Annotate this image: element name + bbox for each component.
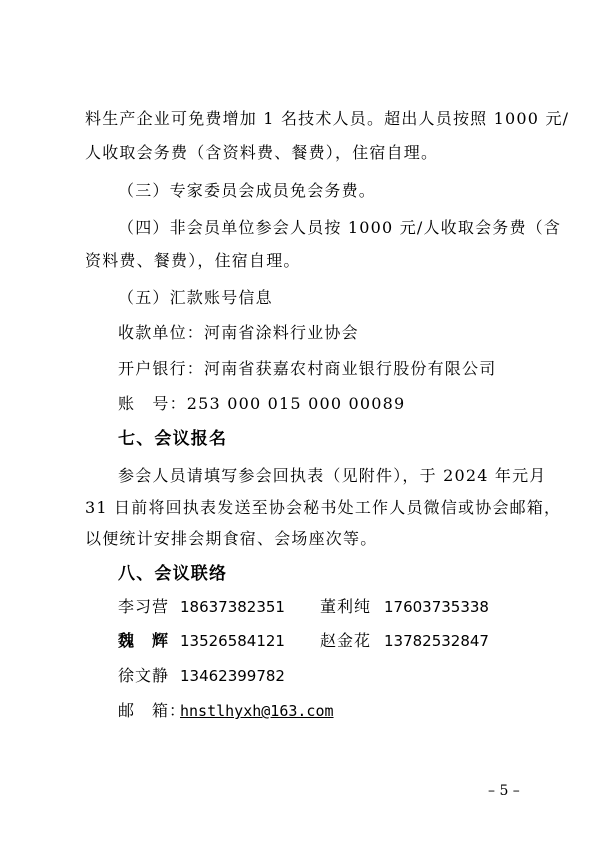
account-line: 账 号：253 000 015 000 00089 xyxy=(118,394,406,413)
bank-line: 开户银行：河南省获嘉农村商业银行股份有限公司 xyxy=(118,359,497,378)
paragraph-line: 以便统计安排会期食宿、会场座次等。 xyxy=(85,529,378,548)
contact-phone: 13526584121 xyxy=(180,632,285,650)
paragraph-line: 参会人员请填写参会回执表（见附件），于 2024 年元月 xyxy=(118,466,547,485)
section-7-heading: 七、会议报名 xyxy=(118,429,228,449)
contact-name: 李习营 xyxy=(118,597,170,616)
paragraph-line: 人收取会务费（含资料费、餐费），住宿自理。 xyxy=(85,143,439,162)
contact-phone: 13782532847 xyxy=(384,632,489,650)
page-number: – 5 – xyxy=(488,783,520,799)
contact-phone: 17603735338 xyxy=(384,598,489,616)
contact-name: 徐文静 xyxy=(118,666,170,685)
paragraph-line: 料生产企业可免费增加 1 名技术人员。超出人员按照 1000 元/ xyxy=(85,109,570,128)
contact-name: 赵金花 xyxy=(320,631,372,650)
paragraph-line: 31 日前将回执表发送至协会秘书处工作人员微信或协会邮箱， xyxy=(85,498,562,517)
paragraph-line: （三）专家委员会成员免会务费。 xyxy=(118,181,377,200)
paragraph-line: （五）汇款账号信息 xyxy=(118,288,273,307)
contact-phone: 18637382351 xyxy=(180,598,285,616)
section-8-heading: 八、会议联络 xyxy=(118,564,228,584)
paragraph-line: 资料费、餐费），住宿自理。 xyxy=(85,251,301,270)
email-label: 邮 箱： xyxy=(118,701,187,720)
contact-name: 董利纯 xyxy=(320,597,372,616)
payee-line: 收款单位：河南省涂料行业协会 xyxy=(118,323,359,342)
email-link[interactable]: hnstlhyxh@163.com xyxy=(180,702,334,720)
contact-name: 魏 辉 xyxy=(118,631,170,650)
paragraph-line: （四）非会员单位参会人员按 1000 元/人收取会务费（含 xyxy=(118,218,562,237)
contact-phone: 13462399782 xyxy=(180,667,285,685)
